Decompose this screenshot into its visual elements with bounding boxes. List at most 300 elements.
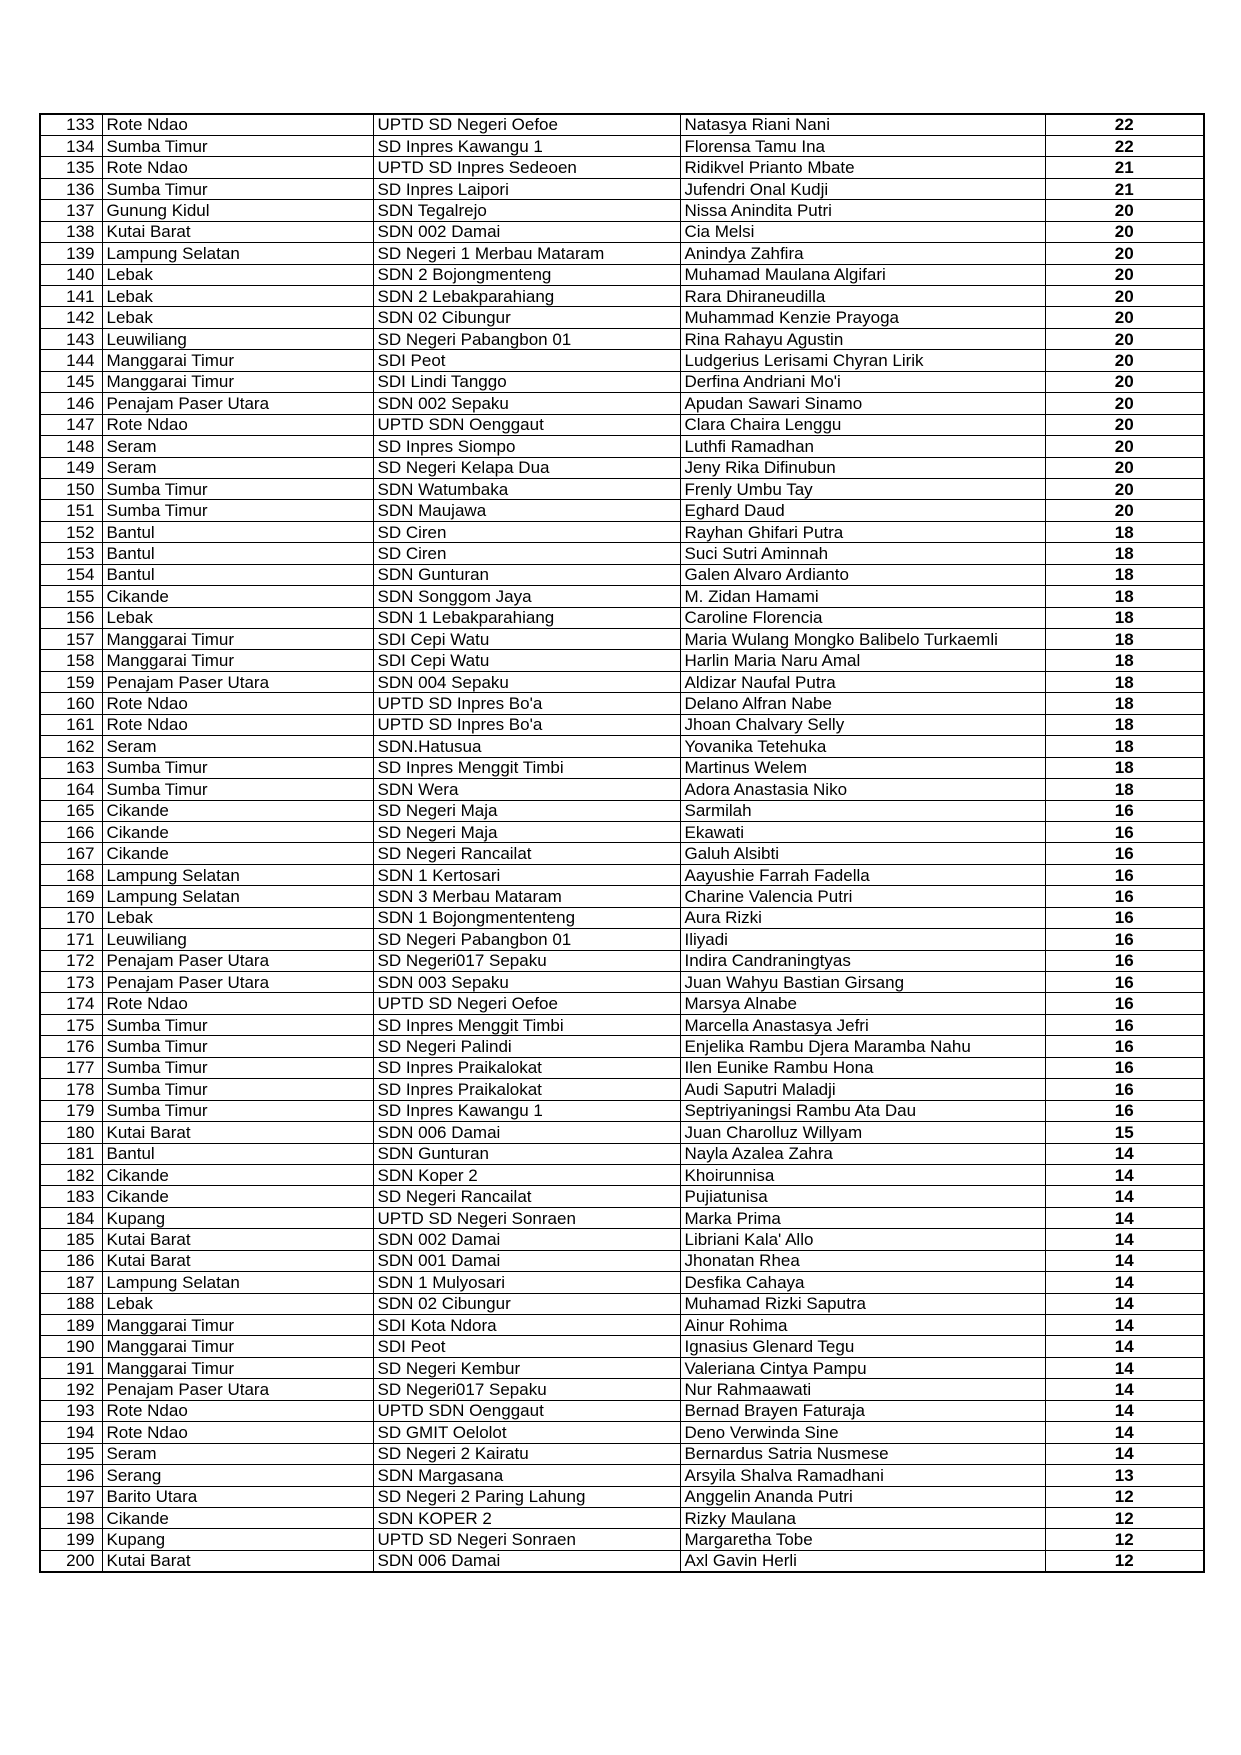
row-number: 156 xyxy=(40,607,102,628)
school-cell: SD Negeri017 Sepaku xyxy=(373,950,680,971)
school-cell: SDN.Hatusua xyxy=(373,736,680,757)
row-number: 144 xyxy=(40,350,102,371)
school-cell: UPTD SDN Oenggaut xyxy=(373,414,680,435)
row-number: 200 xyxy=(40,1550,102,1571)
student-name-cell: Aura Rizki xyxy=(680,907,1045,928)
row-number: 136 xyxy=(40,178,102,199)
score-cell: 16 xyxy=(1045,907,1204,928)
table-row xyxy=(40,243,1204,264)
region-cell: Sumba Timur xyxy=(102,779,373,800)
score-cell: 14 xyxy=(1045,1422,1204,1443)
score-cell: 20 xyxy=(1045,307,1204,328)
student-name-cell: Apudan Sawari Sinamo xyxy=(680,393,1045,414)
school-cell: SD Negeri Pabangbon 01 xyxy=(373,328,680,349)
school-cell: SD Negeri 2 Kairatu xyxy=(373,1443,680,1464)
student-name-cell: Charine Valencia Putri xyxy=(680,886,1045,907)
school-cell: SDN 006 Damai xyxy=(373,1550,680,1571)
row-number: 176 xyxy=(40,1036,102,1057)
row-number: 174 xyxy=(40,993,102,1014)
table-row xyxy=(40,586,1204,607)
student-name-cell: Margaretha Tobe xyxy=(680,1529,1045,1550)
score-cell: 18 xyxy=(1045,543,1204,564)
region-cell: Lebak xyxy=(102,264,373,285)
row-number: 179 xyxy=(40,1100,102,1121)
student-name-cell: Enjelika Rambu Djera Maramba Nahu xyxy=(680,1036,1045,1057)
school-cell: SD Inpres Kawangu 1 xyxy=(373,135,680,156)
school-cell: SDI Cepi Watu xyxy=(373,650,680,671)
region-cell: Serang xyxy=(102,1465,373,1486)
row-number: 194 xyxy=(40,1422,102,1443)
student-name-cell: Jhoan Chalvary Selly xyxy=(680,714,1045,735)
score-cell: 14 xyxy=(1045,1357,1204,1378)
table-row xyxy=(40,1357,1204,1378)
region-cell: Rote Ndao xyxy=(102,1400,373,1421)
school-cell: SDI Peot xyxy=(373,350,680,371)
school-cell: SD Ciren xyxy=(373,521,680,542)
table-row xyxy=(40,178,1204,199)
region-cell: Kutai Barat xyxy=(102,1550,373,1571)
row-number: 190 xyxy=(40,1336,102,1357)
student-name-cell: Eghard Daud xyxy=(680,500,1045,521)
score-cell: 18 xyxy=(1045,650,1204,671)
score-cell: 16 xyxy=(1045,972,1204,993)
score-cell: 14 xyxy=(1045,1293,1204,1314)
table-row xyxy=(40,864,1204,885)
region-cell: Kutai Barat xyxy=(102,221,373,242)
table-row xyxy=(40,1400,1204,1421)
score-cell: 18 xyxy=(1045,629,1204,650)
student-name-cell: Florensa Tamu Ina xyxy=(680,135,1045,156)
row-number: 173 xyxy=(40,972,102,993)
table-row xyxy=(40,972,1204,993)
row-number: 192 xyxy=(40,1379,102,1400)
region-cell: Lampung Selatan xyxy=(102,1272,373,1293)
student-name-cell: Muhammad Kenzie Prayoga xyxy=(680,307,1045,328)
table-row xyxy=(40,779,1204,800)
region-cell: Lebak xyxy=(102,907,373,928)
student-name-cell: Desfika Cahaya xyxy=(680,1272,1045,1293)
score-cell: 18 xyxy=(1045,564,1204,585)
table-row xyxy=(40,286,1204,307)
school-cell: SDN 004 Sepaku xyxy=(373,671,680,692)
student-name-cell: Caroline Florencia xyxy=(680,607,1045,628)
row-number: 147 xyxy=(40,414,102,435)
score-cell: 13 xyxy=(1045,1465,1204,1486)
region-cell: Manggarai Timur xyxy=(102,350,373,371)
score-cell: 16 xyxy=(1045,886,1204,907)
region-cell: Sumba Timur xyxy=(102,1014,373,1035)
table-row xyxy=(40,757,1204,778)
school-cell: SDN 006 Damai xyxy=(373,1122,680,1143)
student-name-cell: Maria Wulang Mongko Balibelo Turkaemli xyxy=(680,629,1045,650)
student-name-cell: Anindya Zahfira xyxy=(680,243,1045,264)
row-number: 181 xyxy=(40,1143,102,1164)
score-cell: 20 xyxy=(1045,243,1204,264)
school-cell: SD Inpres Laipori xyxy=(373,178,680,199)
row-number: 152 xyxy=(40,521,102,542)
school-cell: SD Negeri017 Sepaku xyxy=(373,1379,680,1400)
score-cell: 20 xyxy=(1045,371,1204,392)
score-cell: 12 xyxy=(1045,1529,1204,1550)
student-name-cell: Galen Alvaro Ardianto xyxy=(680,564,1045,585)
score-cell: 20 xyxy=(1045,414,1204,435)
table-row xyxy=(40,1422,1204,1443)
region-cell: Lampung Selatan xyxy=(102,886,373,907)
school-cell: UPTD SD Negeri Sonraen xyxy=(373,1207,680,1228)
score-cell: 18 xyxy=(1045,521,1204,542)
school-cell: SD GMIT Oelolot xyxy=(373,1422,680,1443)
region-cell: Rote Ndao xyxy=(102,993,373,1014)
student-name-cell: Ignasius Glenard Tegu xyxy=(680,1336,1045,1357)
row-number: 193 xyxy=(40,1400,102,1421)
table-row xyxy=(40,1229,1204,1250)
row-number: 166 xyxy=(40,821,102,842)
row-number: 164 xyxy=(40,779,102,800)
row-number: 157 xyxy=(40,629,102,650)
score-cell: 14 xyxy=(1045,1186,1204,1207)
school-cell: SD Negeri Rancailat xyxy=(373,843,680,864)
school-cell: SDN 02 Cibungur xyxy=(373,307,680,328)
student-name-cell: Marsya Alnabe xyxy=(680,993,1045,1014)
student-name-cell: Libriani Kala' Allo xyxy=(680,1229,1045,1250)
school-cell: SD Inpres Siompo xyxy=(373,436,680,457)
school-cell: SDN Koper 2 xyxy=(373,1164,680,1185)
table-row xyxy=(40,1379,1204,1400)
table-row xyxy=(40,543,1204,564)
region-cell: Manggarai Timur xyxy=(102,1336,373,1357)
school-cell: SDN Gunturan xyxy=(373,564,680,585)
region-cell: Cikande xyxy=(102,800,373,821)
table-row xyxy=(40,1272,1204,1293)
region-cell: Lebak xyxy=(102,607,373,628)
table-row xyxy=(40,1443,1204,1464)
student-name-cell: Muhamad Rizki Saputra xyxy=(680,1293,1045,1314)
student-name-cell: Indira Candraningtyas xyxy=(680,950,1045,971)
region-cell: Bantul xyxy=(102,564,373,585)
table-row xyxy=(40,1293,1204,1314)
score-cell: 16 xyxy=(1045,1036,1204,1057)
student-name-cell: Delano Alfran Nabe xyxy=(680,693,1045,714)
student-name-cell: Axl Gavin Herli xyxy=(680,1550,1045,1571)
region-cell: Manggarai Timur xyxy=(102,371,373,392)
region-cell: Sumba Timur xyxy=(102,478,373,499)
region-cell: Rote Ndao xyxy=(102,114,373,135)
school-cell: SDN 2 Lebakparahiang xyxy=(373,286,680,307)
row-number: 133 xyxy=(40,114,102,135)
table-row xyxy=(40,414,1204,435)
region-cell: Cikande xyxy=(102,821,373,842)
student-name-cell: Ludgerius Lerisami Chyran Lirik xyxy=(680,350,1045,371)
score-cell: 16 xyxy=(1045,1100,1204,1121)
student-name-cell: Bernardus Satria Nusmese xyxy=(680,1443,1045,1464)
score-cell: 20 xyxy=(1045,500,1204,521)
table-row xyxy=(40,1186,1204,1207)
region-cell: Kupang xyxy=(102,1207,373,1228)
school-cell: SDN Watumbaka xyxy=(373,478,680,499)
row-number: 138 xyxy=(40,221,102,242)
score-cell: 18 xyxy=(1045,714,1204,735)
student-name-cell: Juan Wahyu Bastian Girsang xyxy=(680,972,1045,993)
student-name-cell: Suci Sutri Aminnah xyxy=(680,543,1045,564)
row-number: 168 xyxy=(40,864,102,885)
school-cell: UPTD SD Inpres Bo'a xyxy=(373,714,680,735)
score-cell: 16 xyxy=(1045,950,1204,971)
row-number: 158 xyxy=(40,650,102,671)
region-cell: Seram xyxy=(102,736,373,757)
table-row xyxy=(40,693,1204,714)
school-cell: SD Inpres Menggit Timbi xyxy=(373,757,680,778)
student-name-cell: Ridikvel Prianto Mbate xyxy=(680,157,1045,178)
table-row xyxy=(40,1465,1204,1486)
row-number: 165 xyxy=(40,800,102,821)
score-cell: 20 xyxy=(1045,221,1204,242)
region-cell: Lebak xyxy=(102,286,373,307)
row-number: 161 xyxy=(40,714,102,735)
student-name-cell: Rara Dhiraneudilla xyxy=(680,286,1045,307)
table-row xyxy=(40,1207,1204,1228)
school-cell: SD Negeri Rancailat xyxy=(373,1186,680,1207)
student-name-cell: Marka Prima xyxy=(680,1207,1045,1228)
student-name-cell: Natasya Riani Nani xyxy=(680,114,1045,135)
student-name-cell: Iliyadi xyxy=(680,929,1045,950)
table-row xyxy=(40,1100,1204,1121)
region-cell: Sumba Timur xyxy=(102,1036,373,1057)
student-name-cell: Adora Anastasia Niko xyxy=(680,779,1045,800)
region-cell: Penajam Paser Utara xyxy=(102,393,373,414)
student-name-cell: Nissa Anindita Putri xyxy=(680,200,1045,221)
region-cell: Penajam Paser Utara xyxy=(102,1379,373,1400)
score-cell: 18 xyxy=(1045,586,1204,607)
region-cell: Kupang xyxy=(102,1529,373,1550)
score-cell: 14 xyxy=(1045,1250,1204,1271)
region-cell: Lebak xyxy=(102,307,373,328)
school-cell: SD Ciren xyxy=(373,543,680,564)
table-row xyxy=(40,135,1204,156)
table-row xyxy=(40,436,1204,457)
score-cell: 20 xyxy=(1045,200,1204,221)
region-cell: Cikande xyxy=(102,1164,373,1185)
row-number: 191 xyxy=(40,1357,102,1378)
table-row xyxy=(40,1164,1204,1185)
region-cell: Penajam Paser Utara xyxy=(102,950,373,971)
table-row xyxy=(40,221,1204,242)
table-row xyxy=(40,457,1204,478)
table-row xyxy=(40,950,1204,971)
school-cell: SDN Tegalrejo xyxy=(373,200,680,221)
score-cell: 16 xyxy=(1045,864,1204,885)
table-row xyxy=(40,886,1204,907)
score-cell: 20 xyxy=(1045,478,1204,499)
score-cell: 21 xyxy=(1045,178,1204,199)
region-cell: Bantul xyxy=(102,1143,373,1164)
table-row xyxy=(40,629,1204,650)
student-name-cell: M. Zidan Hamami xyxy=(680,586,1045,607)
student-name-cell: Luthfi Ramadhan xyxy=(680,436,1045,457)
student-name-cell: Marcella Anastasya Jefri xyxy=(680,1014,1045,1035)
school-cell: SDN 2 Bojongmenteng xyxy=(373,264,680,285)
row-number: 155 xyxy=(40,586,102,607)
row-number: 182 xyxy=(40,1164,102,1185)
school-cell: SD Inpres Kawangu 1 xyxy=(373,1100,680,1121)
school-cell: UPTD SD Negeri Oefoe xyxy=(373,993,680,1014)
region-cell: Lampung Selatan xyxy=(102,864,373,885)
row-number: 140 xyxy=(40,264,102,285)
region-cell: Sumba Timur xyxy=(102,1100,373,1121)
region-cell: Cikande xyxy=(102,1186,373,1207)
row-number: 149 xyxy=(40,457,102,478)
school-cell: SD Negeri Maja xyxy=(373,800,680,821)
table-row xyxy=(40,1315,1204,1336)
table-row xyxy=(40,200,1204,221)
student-name-cell: Cia Melsi xyxy=(680,221,1045,242)
region-cell: Rote Ndao xyxy=(102,1422,373,1443)
student-name-cell: Septriyaningsi Rambu Ata Dau xyxy=(680,1100,1045,1121)
table-row xyxy=(40,1250,1204,1271)
score-cell: 16 xyxy=(1045,1079,1204,1100)
row-number: 153 xyxy=(40,543,102,564)
row-number: 199 xyxy=(40,1529,102,1550)
score-cell: 16 xyxy=(1045,993,1204,1014)
school-cell: SDN 1 Kertosari xyxy=(373,864,680,885)
row-number: 195 xyxy=(40,1443,102,1464)
student-name-cell: Anggelin Ananda Putri xyxy=(680,1486,1045,1507)
school-cell: SD Negeri Kembur xyxy=(373,1357,680,1378)
score-cell: 14 xyxy=(1045,1443,1204,1464)
student-name-cell: Valeriana Cintya Pampu xyxy=(680,1357,1045,1378)
student-name-cell: Deno Verwinda Sine xyxy=(680,1422,1045,1443)
region-cell: Seram xyxy=(102,457,373,478)
student-name-cell: Aayushie Farrah Fadella xyxy=(680,864,1045,885)
school-cell: SDN Songgom Jaya xyxy=(373,586,680,607)
school-cell: SDN Wera xyxy=(373,779,680,800)
region-cell: Sumba Timur xyxy=(102,1079,373,1100)
score-cell: 22 xyxy=(1045,114,1204,135)
row-number: 151 xyxy=(40,500,102,521)
table-row xyxy=(40,843,1204,864)
row-number: 177 xyxy=(40,1057,102,1078)
table-row xyxy=(40,1507,1204,1528)
region-cell: Rote Ndao xyxy=(102,157,373,178)
region-cell: Sumba Timur xyxy=(102,500,373,521)
score-cell: 20 xyxy=(1045,393,1204,414)
row-number: 170 xyxy=(40,907,102,928)
school-cell: SDN 001 Damai xyxy=(373,1250,680,1271)
school-cell: SD Inpres Menggit Timbi xyxy=(373,1014,680,1035)
score-cell: 22 xyxy=(1045,135,1204,156)
score-cell: 14 xyxy=(1045,1272,1204,1293)
school-cell: SD Negeri Pabangbon 01 xyxy=(373,929,680,950)
region-cell: Penajam Paser Utara xyxy=(102,972,373,993)
student-name-cell: Martinus Welem xyxy=(680,757,1045,778)
table-row xyxy=(40,114,1204,135)
region-cell: Sumba Timur xyxy=(102,1057,373,1078)
table-row xyxy=(40,564,1204,585)
score-cell: 18 xyxy=(1045,671,1204,692)
table-row xyxy=(40,1336,1204,1357)
school-cell: SDI Peot xyxy=(373,1336,680,1357)
region-cell: Manggarai Timur xyxy=(102,1357,373,1378)
row-number: 134 xyxy=(40,135,102,156)
student-name-cell: Clara Chaira Lenggu xyxy=(680,414,1045,435)
student-name-cell: Ainur Rohima xyxy=(680,1315,1045,1336)
score-cell: 18 xyxy=(1045,693,1204,714)
row-number: 146 xyxy=(40,393,102,414)
region-cell: Rote Ndao xyxy=(102,414,373,435)
region-cell: Kutai Barat xyxy=(102,1122,373,1143)
score-cell: 18 xyxy=(1045,757,1204,778)
school-cell: SDN 1 Lebakparahiang xyxy=(373,607,680,628)
score-cell: 20 xyxy=(1045,328,1204,349)
school-cell: SDN 002 Damai xyxy=(373,1229,680,1250)
table-row xyxy=(40,1529,1204,1550)
score-cell: 21 xyxy=(1045,157,1204,178)
row-number: 197 xyxy=(40,1486,102,1507)
school-cell: SD Negeri 2 Paring Lahung xyxy=(373,1486,680,1507)
row-number: 139 xyxy=(40,243,102,264)
score-cell: 16 xyxy=(1045,843,1204,864)
region-cell: Cikande xyxy=(102,843,373,864)
row-number: 183 xyxy=(40,1186,102,1207)
table-row xyxy=(40,821,1204,842)
score-cell: 18 xyxy=(1045,607,1204,628)
ranking-table xyxy=(39,113,1205,1573)
school-cell: UPTD SD Inpres Sedeoen xyxy=(373,157,680,178)
school-cell: SDN 002 Sepaku xyxy=(373,393,680,414)
student-name-cell: Ilen Eunike Rambu Hona xyxy=(680,1057,1045,1078)
region-cell: Manggarai Timur xyxy=(102,1315,373,1336)
student-name-cell: Rayhan Ghifari Putra xyxy=(680,521,1045,542)
score-cell: 16 xyxy=(1045,821,1204,842)
student-name-cell: Rina Rahayu Agustin xyxy=(680,328,1045,349)
table-row xyxy=(40,521,1204,542)
region-cell: Leuwiliang xyxy=(102,328,373,349)
score-cell: 20 xyxy=(1045,436,1204,457)
region-cell: Bantul xyxy=(102,543,373,564)
score-cell: 12 xyxy=(1045,1550,1204,1571)
region-cell: Lebak xyxy=(102,1293,373,1314)
score-cell: 14 xyxy=(1045,1207,1204,1228)
table-row xyxy=(40,1036,1204,1057)
student-name-cell: Sarmilah xyxy=(680,800,1045,821)
row-number: 162 xyxy=(40,736,102,757)
row-number: 154 xyxy=(40,564,102,585)
ranking-table-body xyxy=(40,114,1204,1572)
school-cell: SD Inpres Praikalokat xyxy=(373,1057,680,1078)
table-row xyxy=(40,929,1204,950)
student-name-cell: Aldizar Naufal Putra xyxy=(680,671,1045,692)
table-row xyxy=(40,993,1204,1014)
row-number: 185 xyxy=(40,1229,102,1250)
table-row xyxy=(40,1057,1204,1078)
table-row xyxy=(40,1122,1204,1143)
school-cell: SDN 002 Damai xyxy=(373,221,680,242)
region-cell: Sumba Timur xyxy=(102,757,373,778)
score-cell: 14 xyxy=(1045,1164,1204,1185)
score-cell: 12 xyxy=(1045,1507,1204,1528)
row-number: 187 xyxy=(40,1272,102,1293)
row-number: 160 xyxy=(40,693,102,714)
student-name-cell: Muhamad Maulana Algifari xyxy=(680,264,1045,285)
student-name-cell: Frenly Umbu Tay xyxy=(680,478,1045,499)
row-number: 178 xyxy=(40,1079,102,1100)
student-name-cell: Harlin Maria Naru Amal xyxy=(680,650,1045,671)
student-name-cell: Jufendri Onal Kudji xyxy=(680,178,1045,199)
score-cell: 20 xyxy=(1045,350,1204,371)
row-number: 148 xyxy=(40,436,102,457)
score-cell: 16 xyxy=(1045,929,1204,950)
student-name-cell: Pujiatunisa xyxy=(680,1186,1045,1207)
region-cell: Seram xyxy=(102,1443,373,1464)
